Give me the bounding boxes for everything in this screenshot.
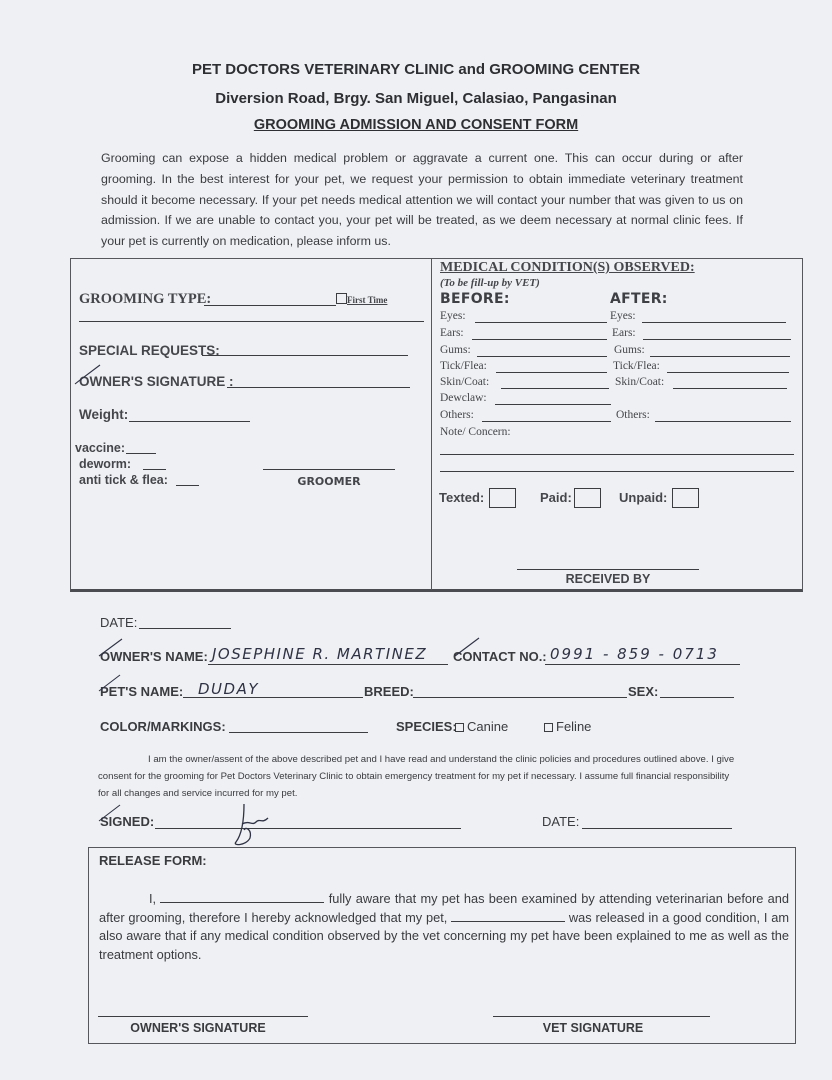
texted-label: Texted: bbox=[439, 490, 485, 505]
received-by-field[interactable] bbox=[517, 569, 699, 570]
after-others-label: Others: bbox=[616, 409, 650, 421]
received-by-label: RECEIVED BY bbox=[565, 572, 651, 586]
before-gums-field[interactable] bbox=[477, 356, 607, 357]
contact-no-field-line bbox=[545, 664, 740, 665]
clinic-name: PET DOCTORS VETERINARY CLINIC and GROOMING CENTER bbox=[191, 61, 641, 78]
after-gums-field[interactable] bbox=[650, 356, 790, 357]
after-heading: AFTER: bbox=[610, 291, 668, 307]
signed-field[interactable] bbox=[155, 828, 461, 829]
owner-signature-field[interactable] bbox=[227, 387, 410, 388]
after-eyes-field[interactable] bbox=[642, 322, 786, 323]
vaccine-label: vaccine: bbox=[75, 441, 126, 455]
checkmark-pets-name-icon bbox=[96, 672, 122, 696]
checkmark-owner-name-icon bbox=[96, 636, 126, 662]
grooming-type-field[interactable] bbox=[204, 305, 336, 306]
special-requests-field[interactable] bbox=[202, 355, 408, 356]
after-tickflea-field[interactable] bbox=[667, 372, 789, 373]
after-skincoat-label: Skin/Coat: bbox=[615, 376, 665, 388]
intro-paragraph: Grooming can expose a hidden medical problem or aggravate a current one. This can occur during or after grooming. In the best interest for your pet, we request your permission to obtain immediate veterinary treatment should it become necessary. If your pet needs medical attention we will contact your number that was given to us on admission. If we are unable to contact you, your pet will be treated, as we deem necessary at normal clinic fees. If your pet is currently on medication, please inform us. bbox=[101, 151, 743, 249]
paid-checkbox[interactable] bbox=[574, 488, 601, 508]
release-text-part1: I, bbox=[149, 891, 157, 906]
deworm-label: deworm: bbox=[79, 457, 132, 471]
date-label: DATE: bbox=[100, 615, 138, 630]
vaccine-field[interactable] bbox=[126, 453, 156, 454]
special-requests-label: SPECIAL REQUESTS: bbox=[79, 343, 220, 358]
owner-signature-scribble bbox=[222, 800, 282, 850]
sex-field[interactable] bbox=[660, 697, 734, 698]
after-eyes-label: Eyes: bbox=[610, 310, 636, 322]
form-title: GROOMING ADMISSION AND CONSENT FORM bbox=[253, 117, 579, 133]
owner-signature-label: OWNER'S SIGNATURE : bbox=[79, 374, 234, 389]
grooming-type-field-line2[interactable] bbox=[79, 321, 424, 322]
color-markings-field[interactable] bbox=[229, 732, 368, 733]
unpaid-checkbox[interactable] bbox=[672, 488, 699, 508]
pets-name-label: PET'S NAME: bbox=[100, 684, 184, 699]
owner-name-field[interactable]: JOSEPHINE R. MARTINEZ bbox=[212, 645, 428, 663]
before-heading: BEFORE: bbox=[440, 291, 510, 307]
species-label: SPECIES: bbox=[396, 719, 457, 734]
before-tickflea-field[interactable] bbox=[496, 372, 607, 373]
first-time-label: First Time bbox=[347, 295, 388, 305]
species-feline-label: Feline bbox=[556, 719, 592, 734]
after-ears-label: Ears: bbox=[612, 327, 636, 339]
grooming-type-label: GROOMING TYPE: bbox=[79, 291, 212, 307]
after-skincoat-field[interactable] bbox=[673, 388, 787, 389]
grooming-medical-box bbox=[70, 258, 803, 592]
box-divider bbox=[431, 258, 432, 590]
contact-no-field[interactable]: 0991 - 859 - 0713 bbox=[550, 645, 719, 663]
before-tickflea-label: Tick/Flea: bbox=[440, 360, 487, 372]
release-text-part2: fully aware that my pet has been examined by attending veterinarian before and after grooming, therefore I hereby acknowledged that my pet, bbox=[99, 891, 790, 925]
contact-no-label: CONTACT NO.: bbox=[453, 649, 547, 664]
anti-tick-flea-field[interactable] bbox=[176, 485, 199, 486]
texted-checkbox[interactable] bbox=[489, 488, 516, 508]
groomer-label: GROOMER bbox=[297, 475, 361, 488]
release-vet-signature-label: VET SIGNATURE bbox=[542, 1021, 644, 1035]
before-others-label: Others: bbox=[440, 409, 474, 421]
date-field[interactable] bbox=[139, 628, 231, 629]
sex-label: SEX: bbox=[628, 684, 659, 699]
note-concern-label: Note/ Concern: bbox=[440, 426, 511, 438]
color-markings-label: COLOR/MARKINGS: bbox=[100, 719, 226, 734]
groomer-signature-field[interactable] bbox=[263, 469, 395, 470]
before-eyes-field[interactable] bbox=[475, 322, 607, 323]
release-vet-signature-field[interactable] bbox=[493, 1016, 710, 1017]
after-tickflea-label: Tick/Flea: bbox=[613, 360, 660, 372]
release-owner-signature-label: OWNER'S SIGNATURE bbox=[130, 1021, 266, 1035]
before-eyes-label: Eyes: bbox=[440, 310, 466, 322]
after-others-field[interactable] bbox=[655, 421, 791, 422]
species-feline-checkbox[interactable] bbox=[544, 723, 553, 732]
release-owner-name-field[interactable] bbox=[160, 892, 324, 903]
before-ears-field[interactable] bbox=[472, 339, 607, 340]
breed-label: BREED: bbox=[364, 684, 414, 699]
medical-section-title: MEDICAL CONDITION(S) OBSERVED: bbox=[440, 260, 695, 275]
after-gums-label: Gums: bbox=[614, 344, 645, 356]
clinic-address: Diversion Road, Brgy. San Miguel, Calasiao, Pangasinan bbox=[215, 90, 617, 107]
first-time-checkbox[interactable] bbox=[336, 293, 347, 304]
weight-field[interactable] bbox=[129, 421, 250, 422]
before-skincoat-label: Skin/Coat: bbox=[440, 376, 490, 388]
consent-date-label: DATE: bbox=[542, 814, 580, 829]
anti-tick-flea-label: anti tick & flea: bbox=[79, 473, 168, 487]
signed-label: SIGNED: bbox=[100, 814, 155, 829]
species-canine-label: Canine bbox=[467, 719, 509, 734]
before-dewclaw-field[interactable] bbox=[495, 404, 611, 405]
paid-label: Paid: bbox=[540, 490, 572, 505]
before-dewclaw-label: Dewclaw: bbox=[440, 392, 487, 404]
note-concern-field-1[interactable] bbox=[440, 454, 794, 455]
release-text-part3: was released in a good condition, I am also aware that if any medical condition observed by the vet concerning my pet have been explained to me as well as the treatment options. bbox=[99, 909, 789, 962]
before-others-field[interactable] bbox=[482, 421, 611, 422]
release-owner-signature-field[interactable] bbox=[98, 1016, 308, 1017]
checkmark-signed-icon bbox=[96, 802, 122, 826]
owner-name-field-line bbox=[208, 664, 448, 665]
before-skincoat-field[interactable] bbox=[501, 388, 609, 389]
weight-label: Weight: bbox=[79, 407, 129, 422]
checkmark-owner-signature-icon bbox=[72, 362, 102, 388]
deworm-field[interactable] bbox=[143, 469, 166, 470]
before-ears-label: Ears: bbox=[440, 327, 464, 339]
owner-name-label: OWNER'S NAME: bbox=[100, 649, 208, 664]
note-concern-field-2[interactable] bbox=[440, 471, 794, 472]
breed-field[interactable] bbox=[413, 697, 627, 698]
consent-paragraph bbox=[98, 751, 742, 802]
after-ears-field[interactable] bbox=[643, 339, 791, 340]
release-form-paragraph bbox=[99, 890, 789, 964]
release-pet-name-field[interactable] bbox=[451, 911, 565, 922]
unpaid-label: Unpaid: bbox=[619, 490, 668, 505]
consent-text-line1: I am the owner/assent of the above described pet and I have read and understand the clinic policies and procedures outlined above. bbox=[148, 754, 709, 765]
medical-section-subtitle: (To be fill-up by VET) bbox=[440, 277, 540, 289]
release-form-title: RELEASE FORM: bbox=[99, 853, 207, 868]
pets-name-field[interactable]: DUDAY bbox=[198, 680, 260, 698]
checkmark-contact-icon bbox=[452, 636, 482, 662]
consent-date-field[interactable] bbox=[582, 828, 732, 829]
species-canine-checkbox[interactable] bbox=[455, 723, 464, 732]
before-gums-label: Gums: bbox=[440, 344, 471, 356]
consent-text-rest: I give consent for the grooming for Pet Doctors Veterinary Clinic to obtain emergency treatment for my pet if necessary. I assume full financial responsibility for all changes and service incurred for my pet. bbox=[98, 754, 735, 799]
